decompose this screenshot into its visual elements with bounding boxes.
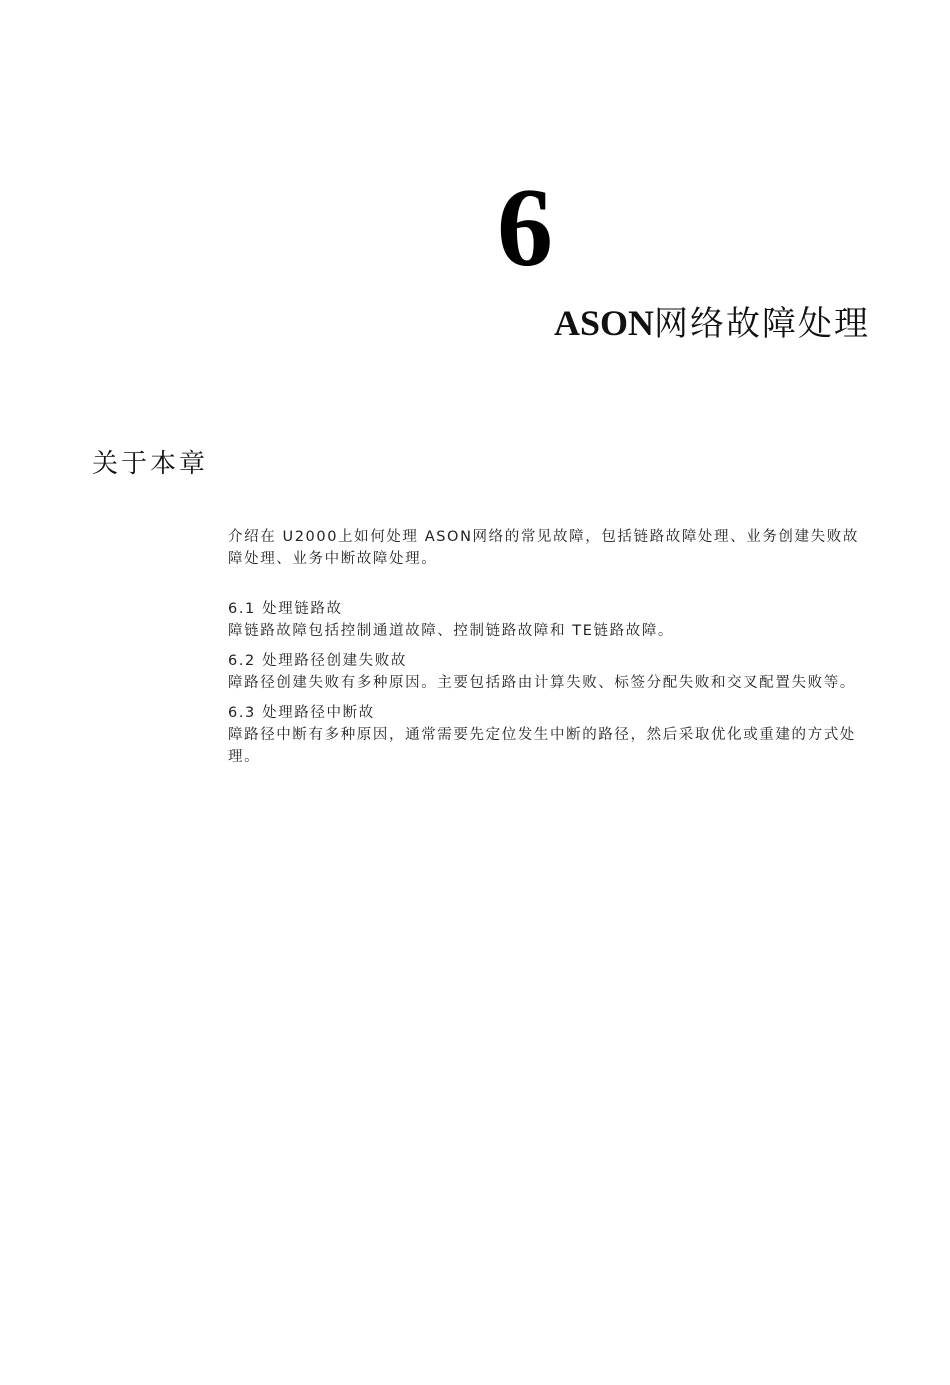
section-title-link[interactable]: 6.1 处理链路故 (228, 601, 343, 617)
chapter-title-cjk: 网络故障处理 (654, 304, 870, 344)
section-title-link[interactable]: 6.2 处理路径创建失败故 (228, 653, 407, 669)
about-chapter-heading: 关于本章 (92, 449, 209, 479)
section-entry-6-1[interactable] (228, 598, 868, 642)
section-description: 障路径创建失败有多种原因。主要包括路由计算失败、标签分配失败和交叉配置失败等。 (228, 675, 856, 691)
chapter-title (554, 300, 870, 347)
chapter-title-latin: ASON (553, 303, 654, 343)
chapter-intro: 介绍在 U2000上如何处理 ASON网络的常见故障，包括链路故障处理、业务创建失败故障处理、业务中断故障处理。 (228, 529, 859, 567)
section-entry-6-3[interactable] (228, 702, 868, 768)
chapter-number: 6 (497, 166, 553, 290)
section-description: 障路径中断有多种原因，通常需要先定位发生中断的路径，然后采取优化或重建的方式处理。 (228, 727, 856, 765)
chapter-content (228, 526, 868, 776)
section-description: 障链路故障包括控制通道故障、控制链路故障和 TE链路故障。 (228, 623, 675, 639)
section-title-link[interactable]: 6.3 处理路径中断故 (228, 705, 375, 721)
section-entry-6-2[interactable] (228, 650, 868, 694)
